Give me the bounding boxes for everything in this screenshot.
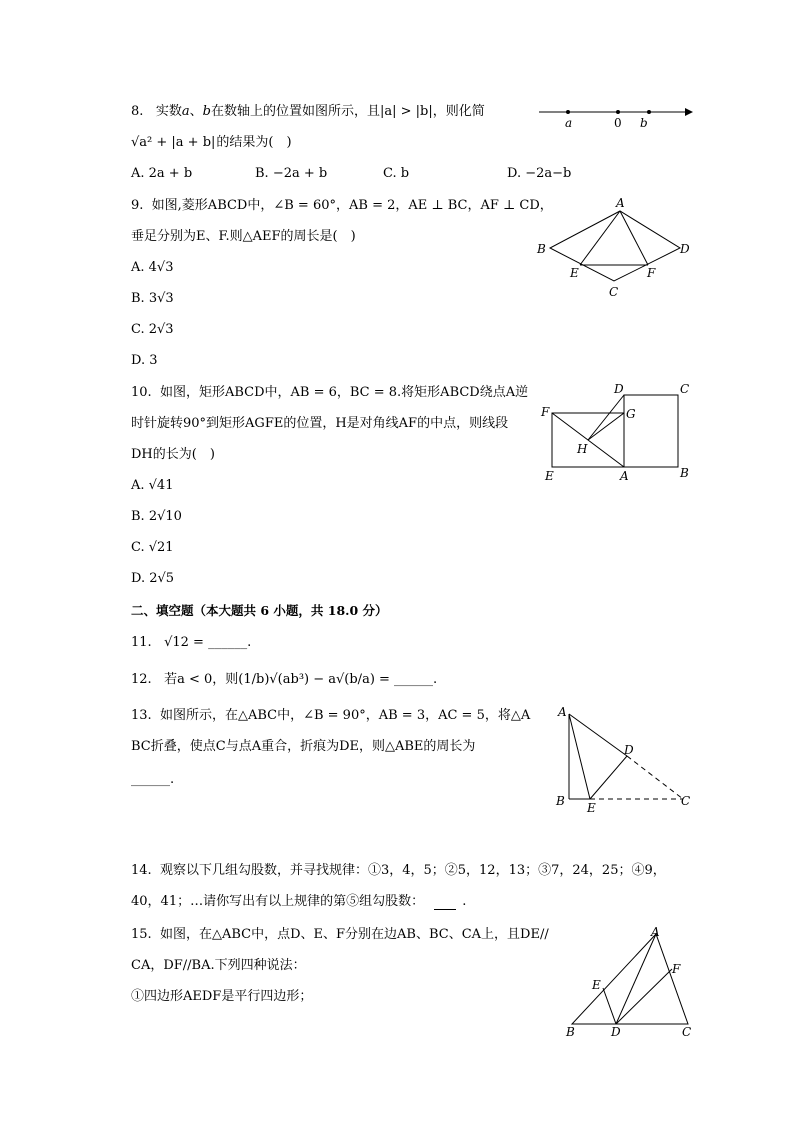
- q8-line1: [131, 104, 485, 120]
- section-heading-fill-in: 二、填空题（本大题共 6 小题，共 18.0 分）: [131, 603, 388, 618]
- fig13-label-c: C: [681, 794, 691, 808]
- q9-option-b[interactable]: B. 3√3: [131, 291, 174, 306]
- q8-condition: |a| > |b|: [379, 104, 433, 119]
- q9-number: 9.: [131, 198, 144, 213]
- q10-stem-3: DH的长为( ): [131, 447, 215, 462]
- q10-stem-1: 如图，矩形ABCD中，AB = 6，BC = 8.将矩形ABCD绕点A逆: [159, 385, 529, 400]
- fig13-label-d: D: [624, 743, 634, 757]
- fig9-label-d: D: [680, 242, 690, 256]
- q11-number: 11.: [131, 635, 152, 650]
- q9-option-a[interactable]: A. 4√3: [131, 260, 174, 275]
- q9-stem-2: 垂足分别为E、F.则△AEF的周长是( ): [131, 229, 356, 244]
- q8-line2: √a² + |a + b|的结果为( ): [131, 135, 292, 150]
- fig9-label-a: A: [616, 196, 625, 210]
- q9-stem-1: 如图,菱形ABCD中，∠B = 60°，AB = 2，AE ⊥ BC，AF ⊥ CD，: [151, 198, 553, 213]
- q11-line: [131, 635, 251, 651]
- parallelogram-triangle-figure: [560, 922, 700, 1042]
- q14-answer-blank[interactable]: [434, 909, 456, 910]
- segment-de: [603, 988, 616, 1024]
- fig10-label-f: F: [541, 405, 550, 419]
- q14-line2: [131, 894, 466, 910]
- q14-stem-2: 40，41；…请你写出有以上规律的第⑤组勾股数：: [131, 894, 425, 909]
- q14-line1: [131, 863, 666, 879]
- q11-stem: √12 = ______.: [164, 635, 252, 650]
- q14-end: .: [462, 894, 467, 909]
- fig9-label-c: C: [609, 285, 619, 299]
- q9-option-d[interactable]: D. 3: [131, 353, 158, 368]
- q12-line: [131, 672, 437, 688]
- rect-abcd: [624, 395, 678, 467]
- q8-number: 8.: [131, 104, 144, 119]
- q13-stem-2: BC折叠，使点C与点A重合，折痕为DE，则△ABE的周长为: [131, 739, 476, 754]
- q10-option-b[interactable]: B. 2√10: [131, 509, 182, 524]
- q15-statement-1: ①四边形AEDF是平行四边形；: [131, 989, 313, 1004]
- segment-de: [590, 756, 627, 799]
- fig15-label-d: D: [611, 1025, 621, 1039]
- q9-line1: [131, 198, 553, 214]
- q8-option-a[interactable]: A. 2a + b: [131, 166, 193, 181]
- fig10-label-d: D: [614, 382, 624, 396]
- q10-stem-2: 时针旋转90°到矩形AGFE的位置，H是对角线AF的中点，则线段: [131, 416, 509, 431]
- fig10-label-b: B: [680, 466, 689, 480]
- q13-stem-1: 如图所示，在△ABC中，∠B = 90°，AB = 3，AC = 5，将△A: [159, 708, 531, 723]
- segment-df: [616, 969, 672, 1024]
- q15-line1: [131, 927, 549, 943]
- q8-stem-b: 在数轴上的位置如图所示，且: [210, 104, 380, 119]
- fig10-label-e: E: [545, 469, 554, 483]
- q10-option-c[interactable]: C. √21: [131, 540, 174, 555]
- segment-dc-dashed: [627, 756, 683, 799]
- q13-number: 13.: [131, 708, 152, 723]
- q15-number: 15.: [131, 927, 152, 942]
- q10-line1: [131, 385, 528, 401]
- fig10-label-a: A: [620, 469, 629, 483]
- q13-answer-blank[interactable]: ______.: [131, 772, 175, 787]
- q8-var-a: a: [181, 104, 190, 119]
- q8-option-c[interactable]: C. b: [383, 166, 410, 181]
- folding-triangle-figure: [550, 700, 700, 818]
- number-line-figure: [535, 100, 695, 132]
- fig10-label-c: C: [680, 382, 690, 396]
- fig15-label-b: B: [566, 1025, 575, 1039]
- q10-option-d[interactable]: D. 2√5: [131, 571, 175, 586]
- label-zero: 0: [614, 116, 622, 130]
- segment-ae: [580, 211, 620, 265]
- q14-number: 14.: [131, 863, 152, 878]
- q9-option-c[interactable]: C. 2√3: [131, 322, 174, 337]
- fig15-label-e: E: [592, 978, 601, 992]
- fig10-label-h: H: [577, 442, 588, 456]
- fig15-label-c: C: [682, 1025, 692, 1039]
- fig15-label-a: A: [651, 925, 660, 939]
- fig9-label-e: E: [570, 266, 579, 280]
- q8-option-d[interactable]: D. −2a−b: [507, 166, 572, 181]
- label-a: a: [565, 116, 573, 130]
- q8-stem-d: 的结果为( ): [216, 135, 292, 150]
- number-line-arrow: [685, 108, 693, 116]
- segment-ad: [616, 934, 656, 1024]
- q8-stem-a: 实数: [155, 104, 182, 119]
- rhombus-figure: [530, 193, 700, 303]
- q14-stem-1: 观察以下几组勾股数，并寻找规律：①3，4，5；②5，12，13；③7，24，25；④9，: [159, 863, 666, 878]
- q10-number: 10.: [131, 385, 152, 400]
- q15-stem-1: 如图，在△ABC中，点D、E、F分别在边AB、BC、CA上，且DE//: [159, 927, 549, 942]
- fig15-label-f: F: [672, 962, 681, 976]
- q8-expression: a² + |a + b|: [139, 135, 216, 150]
- q10-option-a[interactable]: A. √41: [131, 478, 174, 493]
- point-a: [566, 110, 570, 114]
- q12-stem: 若a < 0，则(1/b)√(ab³) − a√(b/a) = ______.: [164, 672, 438, 687]
- fig9-label-b: B: [537, 242, 546, 256]
- fig13-label-b: B: [556, 794, 565, 808]
- q12-number: 12.: [131, 672, 152, 687]
- fig9-label-f: F: [647, 266, 656, 280]
- fig10-label-g: G: [626, 407, 636, 421]
- q8-stem-c: ，则化简: [432, 104, 485, 119]
- point-zero: [616, 110, 620, 114]
- point-b: [647, 110, 651, 114]
- label-b: b: [640, 116, 648, 130]
- q8-option-b[interactable]: B. −2a + b: [255, 166, 328, 181]
- q15-stem-2: CA，DF//BA.下列四种说法：: [131, 958, 306, 973]
- q8-sep: 、: [189, 104, 203, 119]
- fig13-label-e: E: [587, 801, 596, 815]
- q13-line1: [131, 708, 530, 724]
- q8-var-b: b: [202, 104, 211, 119]
- rectangle-rotation-figure: [535, 380, 695, 485]
- fig13-label-a: A: [558, 705, 567, 719]
